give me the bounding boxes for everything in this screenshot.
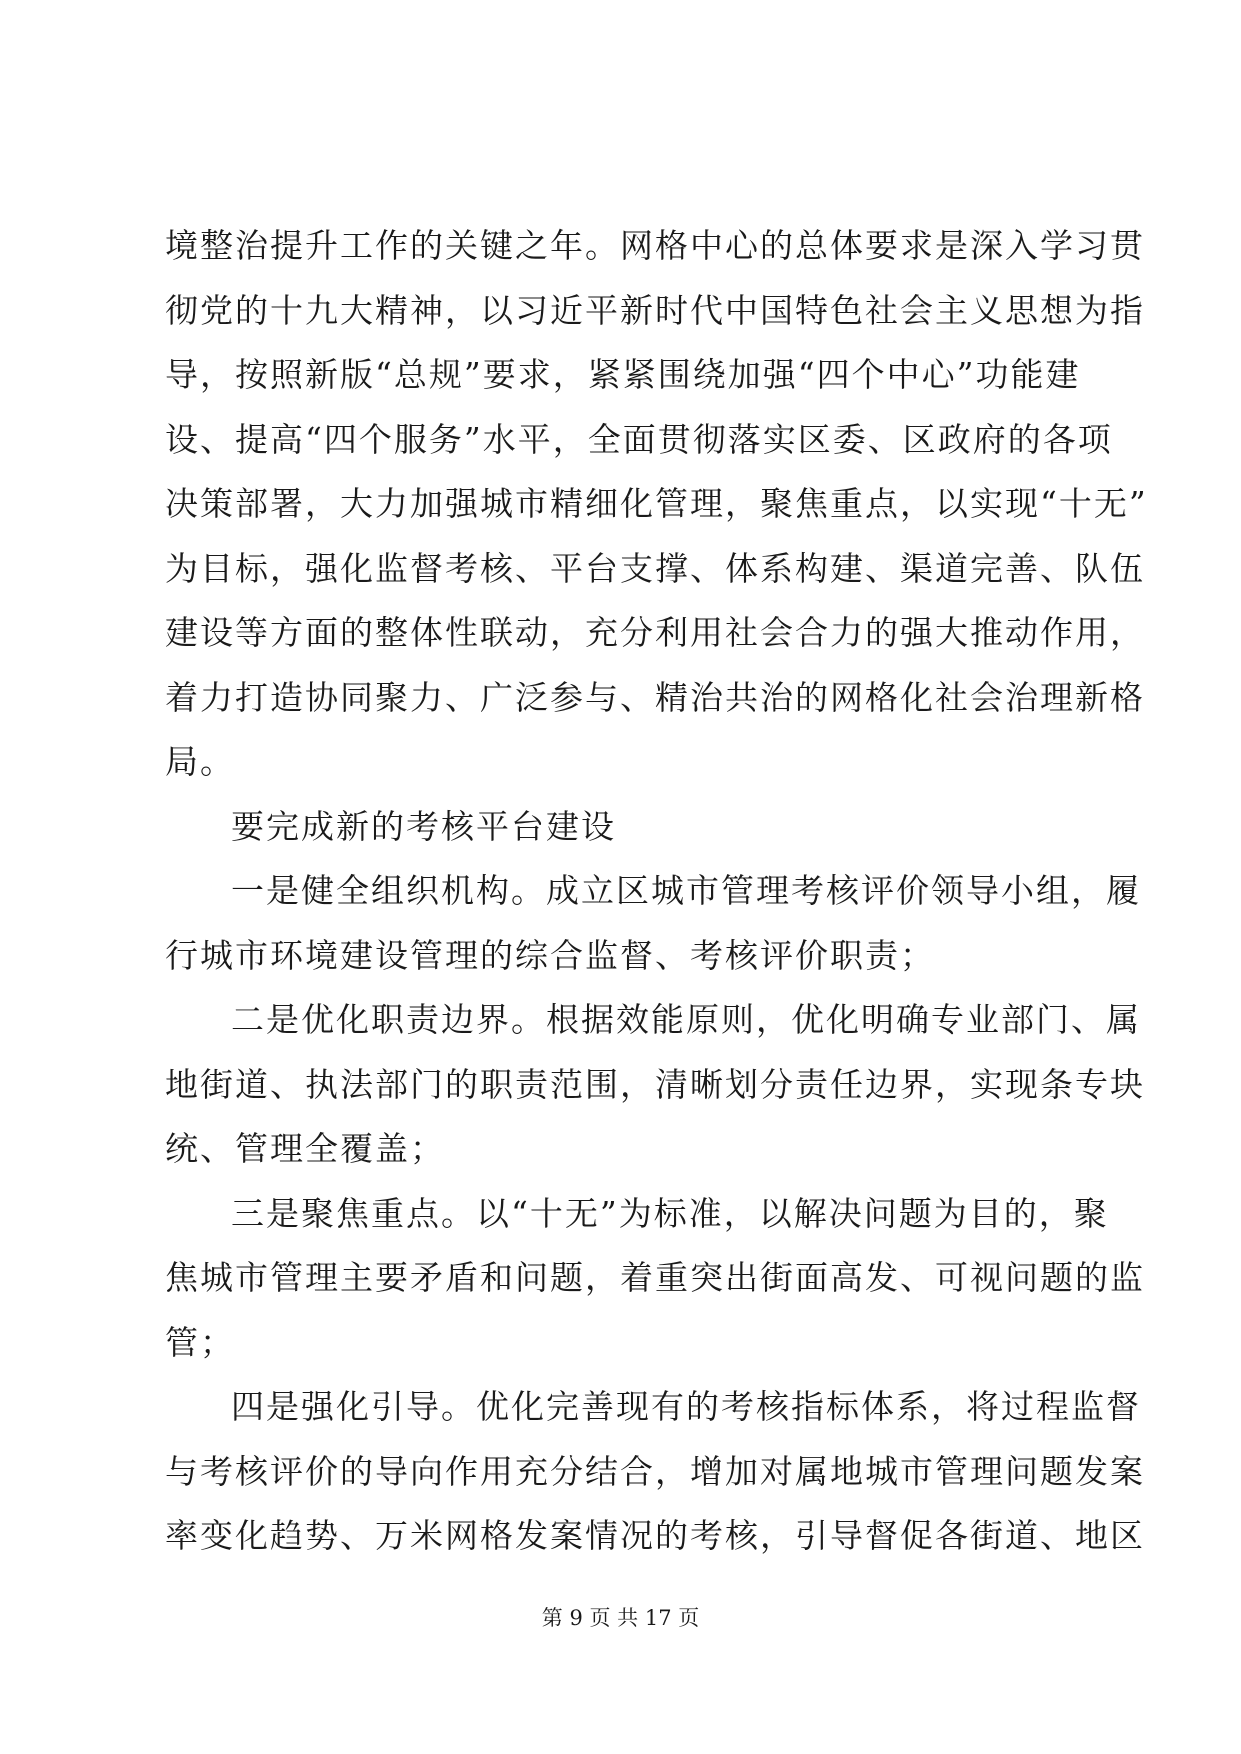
text-line: 局。	[165, 742, 235, 781]
text-line: 率变化趋势、万米网格发案情况的考核，引导督促各街道、地区	[165, 1516, 1145, 1555]
text-line: 境整治提升工作的关键之年。网格中心的总体要求是深入学习贯	[165, 226, 1145, 265]
text-line: 决策部署，大力加强城市精细化管理，聚焦重点，以实现“十无”	[165, 484, 1148, 523]
text-line: 着力打造协同聚力、广泛参与、精治共治的网格化社会治理新格	[165, 677, 1145, 717]
text-line: 彻党的十九大精神，以习近平新时代中国特色社会主义思想为指	[165, 290, 1145, 330]
text-line: 导，按照新版“总规”要求，紧紧围绕加强“四个中心”功能建	[165, 355, 1081, 394]
text-line: 地街道、执法部门的职责范围，清晰划分责任边界，实现条专块	[165, 1064, 1145, 1104]
page-footer: 第 9 页 共 17 页	[541, 1606, 700, 1630]
text-line: 为目标，强化监督考核、平台支撑、体系构建、渠道完善、队伍	[165, 548, 1145, 588]
text-line: 设、提高“四个服务”水平，全面贯彻落实区委、区政府的各项	[165, 419, 1113, 459]
text-line: 二是优化职责边界。根据效能原则，优化明确专业部门、属	[231, 1000, 1141, 1039]
text-line: 行城市环境建设管理的综合监督、考核评价职责；	[165, 935, 935, 975]
body-text	[165, 214, 1148, 1569]
text-line: 管；	[165, 1322, 235, 1362]
text-line: 三是聚焦重点。以“十无”为标准，以解决问题为目的，聚	[231, 1193, 1109, 1233]
text-line: 与考核评价的导向作用充分结合，增加对属地城市管理问题发案	[165, 1451, 1145, 1491]
text-line: 焦城市管理主要矛盾和问题，着重突出街面高发、可视问题的监	[165, 1258, 1145, 1297]
text-line: 四是强化引导。优化完善现有的考核指标体系，将过程监督	[231, 1387, 1141, 1426]
section-heading: 要完成新的考核平台建设	[231, 806, 616, 846]
text-line: 一是健全组织机构。成立区城市管理考核评价领导小组，履	[231, 871, 1141, 910]
text-line: 统、管理全覆盖；	[165, 1129, 445, 1168]
text-line: 建设等方面的整体性联动，充分利用社会合力的强大推动作用，	[165, 613, 1145, 652]
